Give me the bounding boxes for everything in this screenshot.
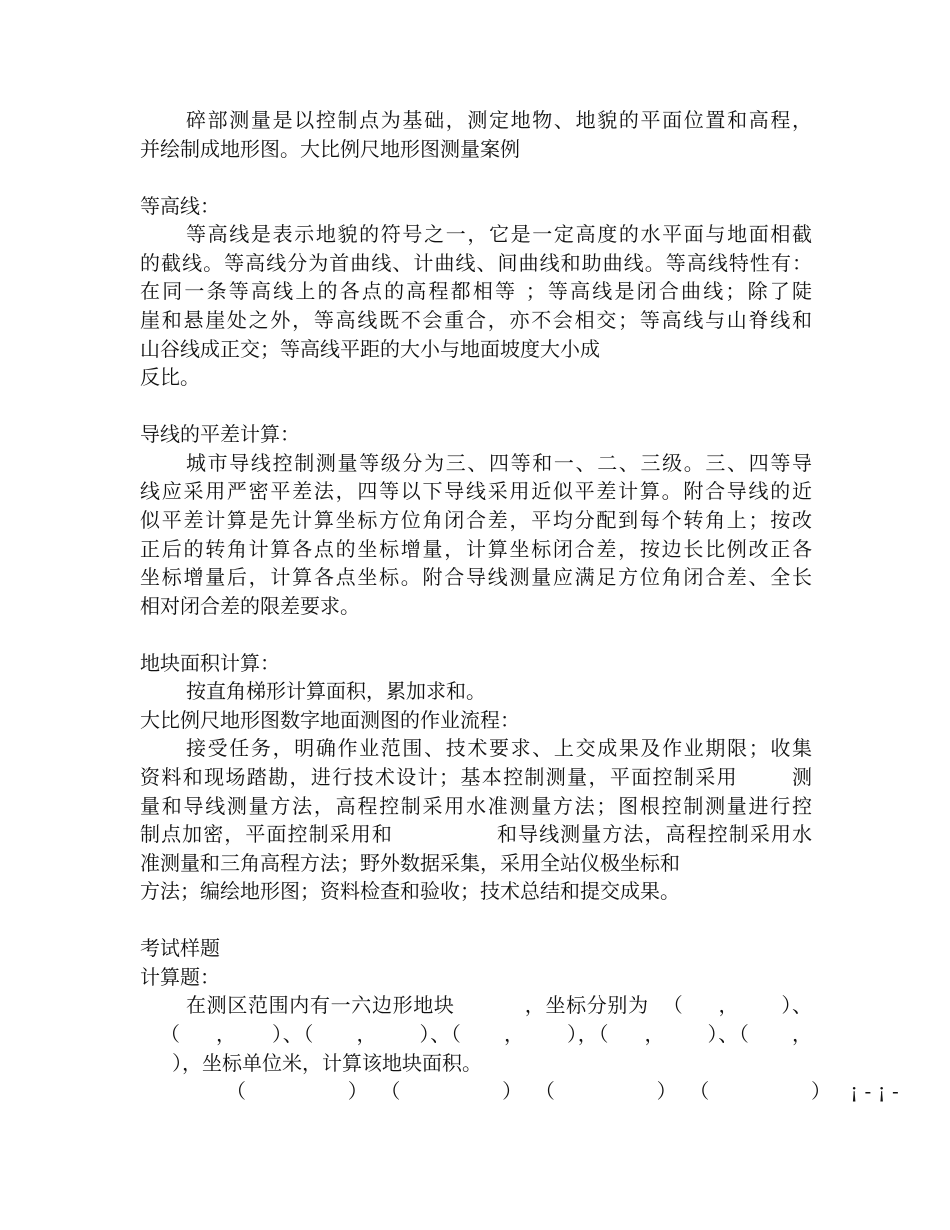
workflow-heading: 大比例尺地形图数字地面测图的作业流程：: [140, 708, 520, 732]
contour-line-1: 等高线是表示地貌的符号之一，它是一定高度的水平面与地面相截: [186, 222, 812, 246]
workflow-line-5: 准测量和三角高程方法；野外数据采集，采用全站仪极坐标和: [140, 851, 680, 875]
exam-subheading: 计算题：: [140, 965, 220, 989]
exam-line-1: 在测区范围内有一六边形地块 ，坐标分别为 （ ， ）、: [186, 993, 812, 1017]
contour-heading: 等高线：: [140, 194, 220, 218]
area-heading: 地块面积计算：: [140, 651, 280, 675]
contour-line-6: 反比。: [140, 365, 200, 389]
exam-line-3: ），坐标单位米，计算该地块面积。: [172, 1051, 482, 1075]
traverse-line-5: 坐标增量后，计算各点坐标。附合导线测量应满足方位角闭合差、全长: [140, 565, 812, 589]
workflow-line-1: 接受任务，明确作业范围、技术要求、上交成果及作业期限；收集: [186, 736, 812, 760]
contour-line-4: 崖和悬崖处之外，等高线既不会重合，亦不会相交；等高线与山脊线和: [140, 308, 812, 332]
exam-line-2: （ ， ）、（ ， ）、（ ， ），（ ， ）、（ ，: [160, 1022, 812, 1046]
area-line: 按直角梯形计算面积，累加求和。: [186, 679, 486, 703]
traverse-line-4: 正后的转角计算各点的坐标增量，计算坐标闭合差，按边长比例改正各: [140, 537, 812, 561]
workflow-line-2: 资料和现场踏勘，进行技术设计；基本控制测量，平面控制采用 测: [140, 765, 812, 789]
traverse-line-1: 城市导线控制测量等级分为三、四等和一、二、三级。三、四等导: [186, 451, 812, 475]
contour-line-2: 的截线。等高线分为首曲线、计曲线、间曲线和助曲线。等高线特性有：: [140, 251, 812, 275]
contour-line-5: 山谷线成正交；等高线平距的大小与地面坡度大小成: [140, 337, 600, 361]
contour-line-3: 在同一条等高线上的各点的高程都相等 ；等高线是闭合曲线；除了陡: [140, 279, 812, 303]
traverse-heading: 导线的平差计算：: [140, 422, 300, 446]
exam-heading: 考试样题: [140, 936, 220, 960]
workflow-line-6: 方法；编绘地形图；资料检查和验收；技术总结和提交成果。: [140, 879, 680, 903]
traverse-line-6: 相对闭合差的限差要求。: [140, 594, 360, 618]
intro-line-2: 并绘制成地形图。大比例尺地形图测量案例: [140, 137, 520, 161]
exam-line-4: （ ） （ ） （ ） （ ） ¡ - ¡ -: [226, 1079, 899, 1103]
workflow-line-3: 量和导线测量方法，高程控制采用水准测量方法；图根控制测量进行控: [140, 794, 812, 818]
traverse-line-2: 线应采用严密平差法，四等以下导线采用近似平差计算。附合导线的近: [140, 479, 812, 503]
traverse-line-3: 似平差计算是先计算坐标方位角闭合差，平均分配到每个转角上；按改: [140, 508, 812, 532]
intro-line-1: 碎部测量是以控制点为基础，测定地物、地貌的平面位置和高程，: [186, 108, 812, 132]
workflow-line-4: 制点加密，平面控制采用和 和导线测量方法，高程控制采用水: [140, 822, 812, 846]
